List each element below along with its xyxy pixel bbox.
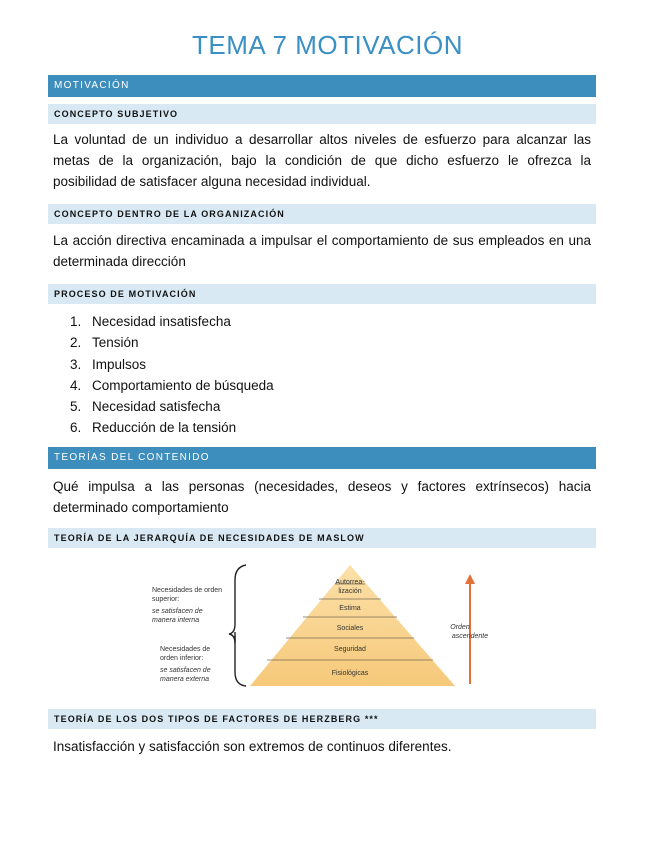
upper-needs-note-2: manera interna [152,617,200,624]
proceso-list [70,311,274,439]
lower-brace-icon [235,636,246,686]
page-title: TEMA 7 MOTIVACIÓN [192,30,463,60]
level-estima: Estima [339,605,361,612]
level-autorrealizacion: Autorrea- [335,579,365,586]
level-autorrealizacion-2: lización [338,588,362,595]
arrow-label-2: ascendente [451,633,489,640]
list-item: 3. Impulsos [70,356,147,372]
list-item: 1. Necesidad insatisfecha [70,314,231,329]
section-header-teorias-contenido: TEORÍAS DEL CONTENIDO [48,447,596,469]
subheader-concepto-subjetivo: CONCEPTO SUBJETIVO [48,104,596,124]
level-fisiologicas: Fisiológicas [331,670,369,677]
lower-needs-note-2: manera externa [160,676,210,683]
upper-needs-label: Necesidades de orden [152,587,223,594]
paragraph-teorias-contenido: Qué impulsa a las personas (necesidades, deseos y factores extrínsecos) hacia determinado comportamiento [53,479,591,515]
section-header-motivacion: MOTIVACIÓN [48,75,596,97]
subheader-maslow: TEORÍA DE LA JERARQUÍA DE NECESIDADES DE MASLOW [48,528,596,548]
arrow-label: Orden [450,624,470,631]
upper-needs-label-2: superior: [152,596,180,603]
lower-needs-note: se satisfacen de [160,667,211,674]
paragraph-concepto-organizacion: La acción directiva encaminada a impulsar el comportamiento de sus empleados en una determinada dirección [53,233,591,269]
paragraph-herzberg: Insatisfacción y satisfacción son extremos de continuos diferentes. [53,739,452,754]
level-seguridad: Seguridad [334,646,366,653]
upper-brace-icon [229,565,246,643]
paragraph-concepto-subjetivo: La voluntad de un individuo a desarrollar altos niveles de esfuerzo para alcanzar las metas de la organización, bajo la condición de que dicho esfuerzo le ofrezca la posibilidad de satisfacer alguna necesidad individual. [53,132,591,189]
maslow-pyramid-diagram [0,555,655,695]
upper-needs-note: se satisfacen de [152,608,203,615]
list-item: 5. Necesidad satisfecha [70,399,221,415]
list-item: 2. Tensión [70,335,139,351]
list-item: 6. Reducción de la tensión [70,420,237,436]
level-sociales: Sociales [336,625,364,632]
subheader-herzberg: TEORÍA DE LOS DOS TIPOS DE FACTORES DE HERZBERG *** [48,709,596,729]
lower-needs-label-2: orden inferior: [160,655,204,662]
subheader-concepto-organizacion: CONCEPTO DENTRO DE LA ORGANIZACIÓN [48,204,596,224]
subheader-proceso-motivacion: PROCESO DE MOTIVACIÓN [48,284,596,304]
list-item: 4. Comportamiento de búsqueda [70,377,274,393]
lower-needs-label: Necesidades de [160,646,211,653]
